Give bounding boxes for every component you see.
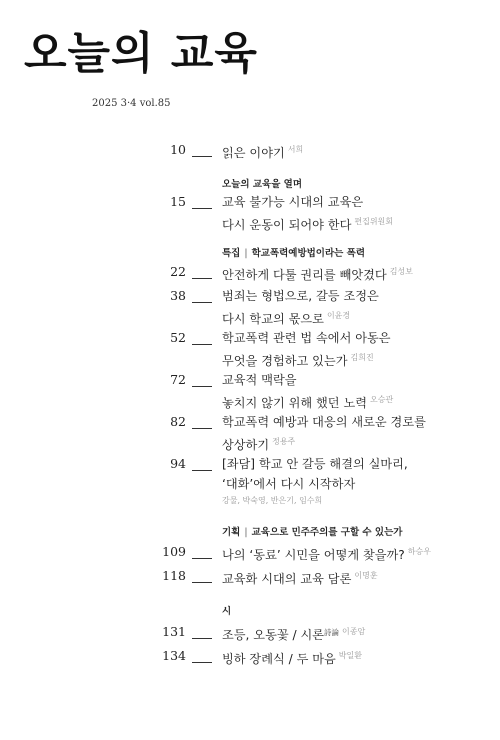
entry-title: 범죄는 형법으로, 갈등 조정은 xyxy=(222,289,379,303)
entry-author: 서희 xyxy=(287,145,304,154)
magazine-logo: 오늘의 교육 xyxy=(24,28,258,79)
entry-title: 학교폭력 예방과 대응의 새로운 경로를 xyxy=(222,415,426,429)
toc-entry[interactable] xyxy=(222,286,492,329)
entry-author: 김성보 xyxy=(389,267,413,276)
entry-title: 안전하게 다툴 권리를 빼앗겼다 xyxy=(222,268,387,282)
leader-rule xyxy=(192,156,212,157)
entry-title: 학교폭력 관련 법 속에서 아동은 xyxy=(222,331,391,345)
leader-rule xyxy=(192,582,212,583)
leader-rule xyxy=(192,428,212,429)
page-number: 15 xyxy=(170,194,186,209)
entry-author: 이명훈 xyxy=(354,571,378,580)
section-heading: 기획 | 교육으로 민주주의를 구할 수 있는가 xyxy=(222,527,403,538)
entry-title-cont: ‘대화’에서 다시 시작하자 xyxy=(222,477,356,491)
leader-rule xyxy=(192,558,212,559)
toc-entry[interactable] xyxy=(222,542,492,565)
leader-rule xyxy=(192,386,212,387)
page-number: 131 xyxy=(162,624,186,639)
page-number: 52 xyxy=(170,330,186,345)
entry-title: 조등, 오동꽃 / 시론 xyxy=(222,628,325,642)
toc-entry[interactable] xyxy=(222,140,492,163)
leader-rule xyxy=(192,470,212,471)
page-number: 118 xyxy=(162,568,186,583)
entry-author: 정용주 xyxy=(272,437,296,446)
page-number: 134 xyxy=(162,648,186,663)
leader-rule xyxy=(192,302,212,303)
entry-author: 하승우 xyxy=(407,547,431,556)
page-number: 72 xyxy=(170,372,186,387)
entry-title: 교육화 시대의 교육 담론 xyxy=(222,572,352,586)
entry-author: 이종암 xyxy=(342,627,366,636)
section-heading: 오늘의 교육을 열며 xyxy=(222,179,303,190)
entry-author: 김희진 xyxy=(350,353,374,362)
entry-title-cont: 무엇을 경험하고 있는가 xyxy=(222,354,348,368)
entry-title: 나의 ‘동료’ 시민을 어떻게 찾을까? xyxy=(222,548,405,562)
leader-rule xyxy=(192,344,212,345)
toc-entry[interactable] xyxy=(222,412,492,455)
entry-author: 이윤경 xyxy=(326,311,351,320)
toc-entry[interactable] xyxy=(222,370,492,413)
entry-author: 오승관 xyxy=(370,395,394,404)
page-number: 109 xyxy=(162,544,186,559)
toc-entry[interactable] xyxy=(222,262,492,285)
page-number: 38 xyxy=(170,288,186,303)
toc-entry[interactable] xyxy=(222,192,492,235)
section-heading: 특집 | 학교폭력예방법이라는 폭력 xyxy=(222,248,365,259)
entry-title-cont: 다시 학교의 몫으로 xyxy=(222,312,324,326)
page-number: 10 xyxy=(170,142,186,157)
entry-title-cont: 놓치지 않기 위해 했던 노력 xyxy=(222,396,368,410)
entry-title: [좌담] 학교 안 갈등 해결의 실마리, xyxy=(222,457,408,471)
entry-author: 편집위원회 xyxy=(354,217,393,226)
entry-title-sup: 詩論 xyxy=(324,628,340,637)
entry-author: 박일환 xyxy=(338,651,362,660)
entry-title-cont: 상상하기 xyxy=(222,438,270,452)
leader-rule xyxy=(192,208,212,209)
page-number: 94 xyxy=(170,456,186,471)
toc-entry[interactable] xyxy=(222,622,492,645)
leader-rule xyxy=(192,662,212,663)
issue-info: 2025 3·4 vol.85 xyxy=(92,98,171,109)
toc-entry[interactable] xyxy=(222,646,492,669)
leader-rule xyxy=(192,638,212,639)
section-heading: 시 xyxy=(222,606,232,617)
entry-title: 빙하 장례식 / 두 마음 xyxy=(222,652,336,666)
page-number: 82 xyxy=(170,414,186,429)
toc-entry[interactable] xyxy=(222,328,492,371)
entry-title: 교육적 맥락을 xyxy=(222,373,297,387)
toc-entry[interactable] xyxy=(222,454,492,494)
toc-entry[interactable] xyxy=(222,566,492,589)
entry-title: 읽은 이야기 xyxy=(222,146,285,160)
entry-title: 교육 불가능 시대의 교육은 xyxy=(222,195,364,209)
leader-rule xyxy=(192,278,212,279)
entry-authors: 강물, 박숙영, 반은기, 임수희 xyxy=(222,496,323,505)
entry-title-cont: 다시 운동이 되어야 한다 xyxy=(222,218,352,232)
page-number: 22 xyxy=(170,264,186,279)
